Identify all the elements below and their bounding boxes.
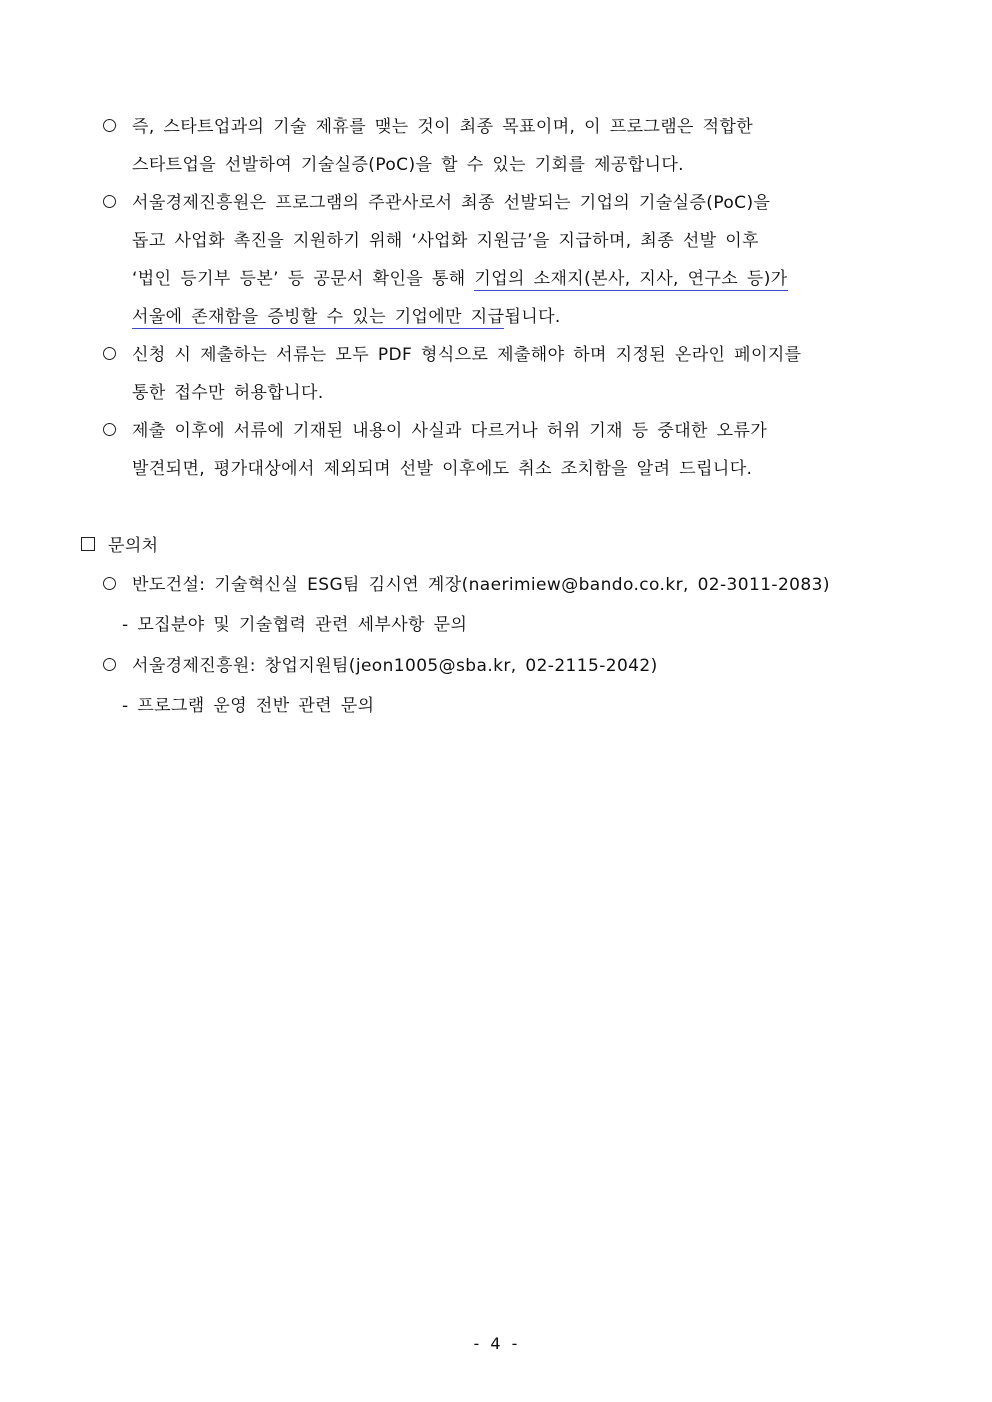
square-bullet-icon [81,534,95,558]
circle-bullet-icon [103,115,116,139]
contact-item-bando-detail: - 모집분야 및 기술협력 관련 세부사항 문의 [122,615,468,635]
note-1-line-2: 스타트업을 선발하여 기술실증(PoC)을 할 수 있는 기회를 제공합니다. [132,155,684,175]
contact-item-bando: 반도건설: 기술혁신실 ESG팀 김시연 계장(naerimiew@bando.co.kr, 02-3011-2083) [132,575,830,595]
note-1-line-1: 즉, 스타트업과의 기술 제휴를 맺는 것이 최종 목표이며, 이 프로그램은 적합한 [132,117,754,137]
note-3-line-1: 신청 시 제출하는 서류는 모두 PDF 형식으로 제출해야 하며 지정된 온라인 페이지를 [132,345,802,365]
note-2-line-4-plain: 됩니다. [504,307,561,327]
note-2-line-2: 돕고 사업화 촉진을 지원하기 위해 ‘사업화 지원금’을 지급하며, 최종 선발 이후 [132,231,759,251]
note-4-line-2: 발견되면, 평가대상에서 제외되며 선발 이후에도 취소 조치함을 알려 드립니다. [132,459,753,479]
note-2-underlined-location: 기업의 소재지(본사, 지사, 연구소 등)가 [474,269,788,289]
contact-heading: 문의처 [108,536,159,556]
note-3-line-2: 통한 접수만 허용합니다. [132,383,324,403]
note-2-line-4 [132,305,561,329]
note-2-line-1: 서울경제진흥원은 프로그램의 주관사로서 최종 선발되는 기업의 기술실증(PoC)을 [132,193,771,213]
page-number: - 4 - [473,1334,519,1353]
note-2-line-3 [132,267,788,291]
circle-bullet-icon [103,573,116,597]
circle-bullet-icon [103,419,116,443]
contact-item-sba: 서울경제진흥원: 창업지원팀(jeon1005@sba.kr, 02-2115-2042) [132,656,658,676]
note-4-line-1: 제출 이후에 서류에 기재된 내용이 사실과 다르거나 허위 기재 등 중대한 오류가 [132,421,768,441]
note-2-underlined-proof: 서울에 존재함을 증빙할 수 있는 기업에만 지급 [132,307,505,327]
contact-item-sba-detail: - 프로그램 운영 전반 관련 문의 [122,696,375,716]
circle-bullet-icon [103,191,116,215]
note-2-line-3-plain: ‘법인 등기부 등본’ 등 공문서 확인을 통해 [132,269,475,289]
circle-bullet-icon [103,343,116,367]
circle-bullet-icon [103,654,116,678]
